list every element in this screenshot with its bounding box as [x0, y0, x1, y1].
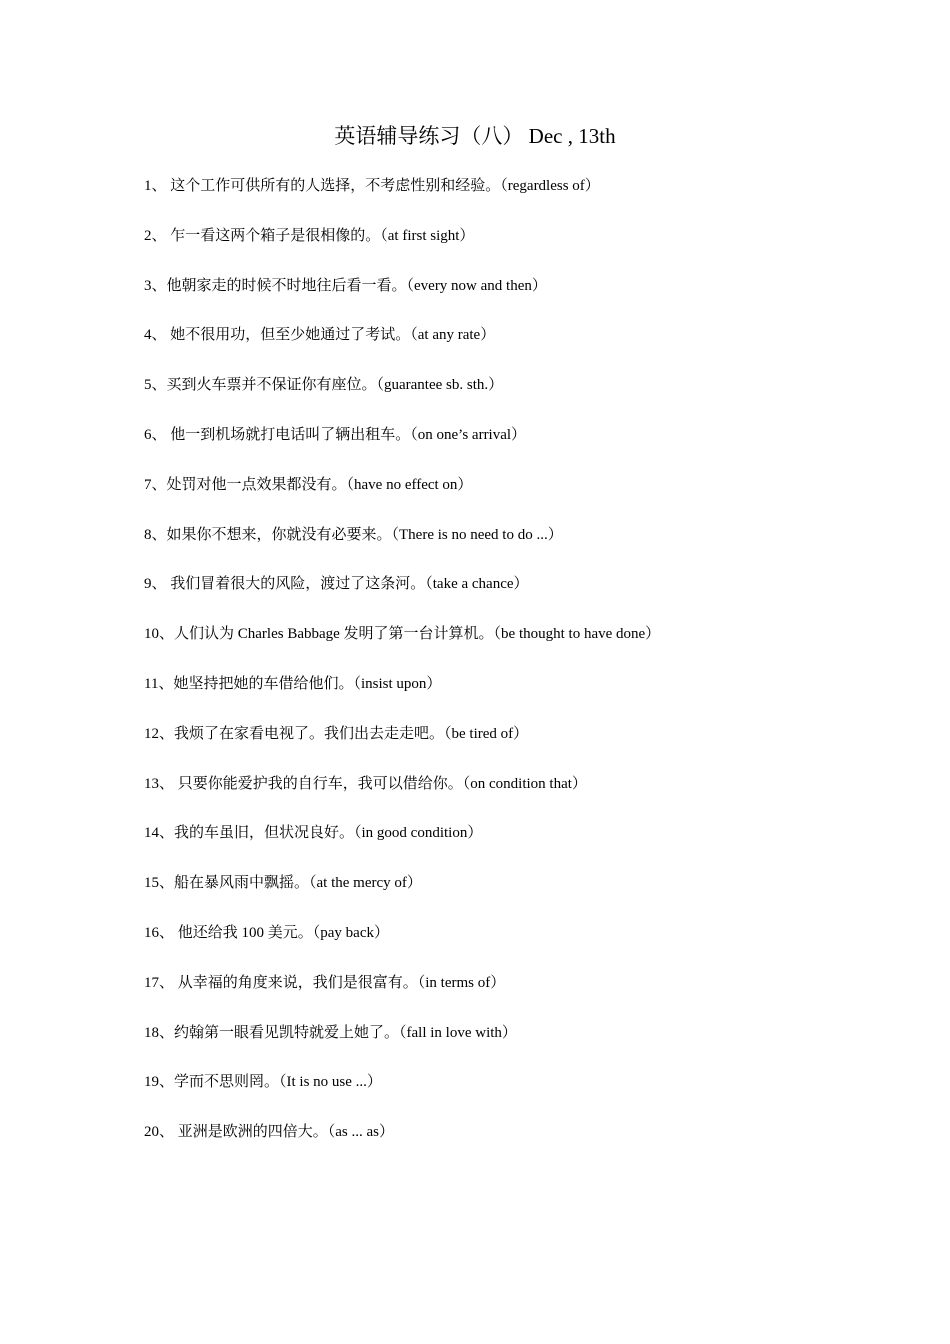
exercise-item-13: 13、 只要你能爱护我的自行车，我可以借给你。（on condition that） [144, 775, 587, 792]
exercise-item-10: 10、人们认为 Charles Babbage 发明了第一台计算机。（be thought to have done） [144, 626, 661, 643]
exercise-item-2: 2、 乍一看这两个箱子是很相像的。（at first sight） [144, 227, 475, 244]
exercise-item-16: 16、 他还给我 100 美元。（pay back） [144, 924, 389, 941]
exercise-item-18: 18、约翰第一眼看见凯特就爱上她了。（fall in love with） [144, 1024, 517, 1041]
exercise-item-17: 17、 从幸福的角度来说，我们是很富有。（in terms of） [144, 974, 506, 991]
exercise-item-9: 9、 我们冒着很大的风险，渡过了这条河。（take a chance） [144, 576, 529, 593]
exercise-item-5: 5、买到火车票并不保证你有座位。（guarantee sb. sth.） [144, 377, 504, 394]
exercise-item-3: 3、他朝家走的时候不时地往后看一看。（every now and then） [144, 277, 547, 294]
exercise-item-15: 15、船在暴风雨中飘摇。（at the mercy of） [144, 875, 422, 892]
exercise-item-6: 6、 他一到机场就打电话叫了辆出租车。（on one’s arrival） [144, 426, 527, 443]
exercise-item-12: 12、我烦了在家看电视了。我们出去走走吧。（be tired of） [144, 725, 529, 742]
exercise-item-19: 19、学而不思则罔。（It is no use ...） [144, 1074, 382, 1091]
exercise-item-7: 7、处罚对他一点效果都没有。（have no effect on） [144, 476, 473, 493]
exercise-item-4: 4、 她不很用功，但至少她通过了考试。（at any rate） [144, 327, 496, 344]
exercise-item-14: 14、我的车虽旧，但状况良好。（in good condition） [144, 825, 483, 842]
exercise-item-8: 8、如果你不想来，你就没有必要来。（There is no need to do ...） [144, 526, 563, 543]
document-title: 英语辅导练习（八） Dec , 13th [334, 124, 616, 148]
exercise-item-20: 20、 亚洲是欧洲的四倍大。（as ... as） [144, 1124, 394, 1141]
exercise-item-1: 1、 这个工作可供所有的人选择，不考虑性别和经验。（regardless of） [144, 178, 600, 194]
exercise-item-11: 11、她坚持把她的车借给他们。（insist upon） [144, 675, 442, 692]
exercise-list [144, 173, 864, 1169]
